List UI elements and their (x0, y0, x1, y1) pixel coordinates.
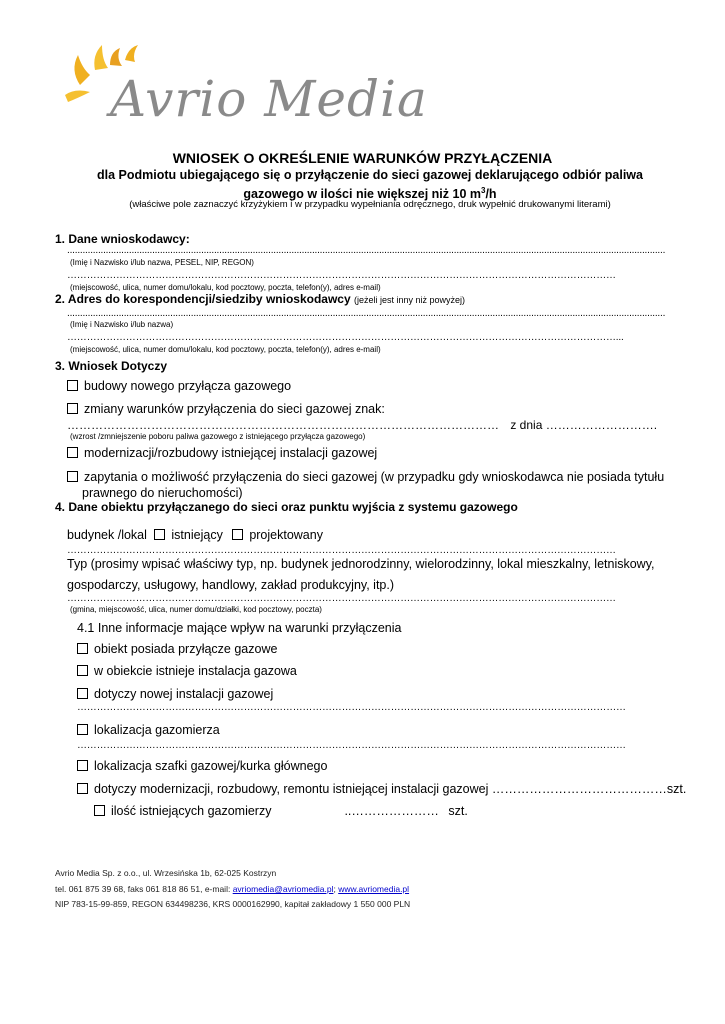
object-address-field[interactable]: …………………………………………………………………………………………………………………………………………………… (67, 593, 616, 604)
page-title: WNIOSEK O OKREŚLENIE WARUNKÓW PRZYŁĄCZENIA (172, 150, 553, 166)
checkbox[interactable] (77, 688, 88, 699)
reference-number-field[interactable]: ……………………………………………………………………………………………… (67, 418, 499, 432)
checkbox[interactable] (77, 643, 88, 654)
option-meter-location[interactable]: lokalizacja gazomierza (77, 723, 220, 737)
date-field[interactable]: ………………………. (545, 418, 658, 432)
correspondence-name-hint: (Imię i Nazwisko i/lub nazwa) (70, 320, 174, 329)
footer-contact: tel. 061 875 39 68, faks 061 818 86 51, e-mail: avriomedia@avriomedia.pl; www.avriomedia.pl (55, 884, 410, 894)
checkbox[interactable] (77, 783, 88, 794)
applicant-name-hint: (Imię i Nazwisko i/lub nazwa, PESEL, NIP, REGON) (70, 258, 254, 267)
type-hint-line1: Typ (prosimy wpisać właściwy typ, np. budynek jednorodzinny, wielorodzinny, lokal mieszkalny, letniskowy, (67, 557, 655, 571)
correspondence-address-hint: (miejscowość, ulica, numer domu/lokalu, kod pocztowy, poczta, telefon(y), adres e-mail) (70, 345, 381, 354)
footer-company: Avrio Media Sp. z o.o., ul. Wrzesińska 1b, 62-025 Kostrzyn (55, 868, 277, 878)
fill-instructions: (właściwe pole zaznaczyć krzyżykiem i w przypadku wypełniania odręcznego, druk wypełnić drukowanymi literami) (129, 199, 611, 210)
option-modernization[interactable]: modernizacji/rozbudowy istniejącej instalacji gazowej (67, 446, 377, 460)
type-hint-line2: gospodarczy, usługowy, handlowy, zakład produkcyjny, itp.) (67, 578, 395, 592)
new-installation-dotted-line[interactable]: …………………………………………………………………………………………………………………………………………………… (77, 702, 626, 713)
checkbox[interactable] (67, 471, 78, 482)
option-change-conditions[interactable]: zmiany warunków przyłączenia do sieci gazowej znak: (67, 402, 385, 416)
checkbox[interactable] (77, 760, 88, 771)
applicant-address-field[interactable]: …………………………………………………………………………………………………………………………………………………… (67, 270, 616, 281)
checkbox-existing[interactable] (154, 529, 165, 540)
option-cabinet-location[interactable]: lokalizacja szafki gazowej/kurka głównego (77, 759, 327, 773)
checkbox[interactable] (67, 447, 78, 458)
applicant-address-hint: (miejscowość, ulica, numer domu/lokalu, kod pocztowy, poczta, telefon(y), adres e-mail) (70, 283, 381, 292)
checkbox-planned[interactable] (232, 529, 243, 540)
option-new-connection[interactable]: budowy nowego przyłącza gazowego (67, 379, 291, 393)
option-new-installation[interactable]: dotyczy nowej instalacji gazowej (77, 687, 273, 701)
meter-location-dotted-line[interactable]: …………………………………………………………………………………………………………………………………………………… (77, 740, 626, 751)
meter-count-field[interactable]: ..………………… (344, 804, 439, 818)
option-modernization-count[interactable]: dotyczy modernizacji, rozbudowy, remontu istniejącej instalacji gazowej ……………………………………szt. (77, 782, 686, 796)
checkbox[interactable] (77, 724, 88, 735)
change-ref-row: ……………………………………………………………………………………………… z dnia ………………………. (67, 418, 658, 432)
section2-heading: 2. Adres do korespondencji/siedziby wnioskodawcy (jeżeli jest inny niż powyżej) (55, 292, 466, 306)
subtitle-line2: gazowego w ilości nie większej niż 10 $m^3/h$ (243, 186, 497, 202)
building-dotted-line[interactable]: …………………………………………………………………………………………………………………………………………………… (67, 545, 616, 556)
change-hint: (wzrost /zmniejszenie poboru paliwa gazowego z istniejącego przyłącza gazowego) (70, 432, 366, 441)
checkbox[interactable] (67, 380, 78, 391)
option-inquiry[interactable]: zapytania o możliwość przyłączenia do sieci gazowej (w przypadku gdy wnioskodawca nie posiada tytułu (67, 470, 664, 484)
subtitle-line1: dla Podmiotu ubiegającego się o przyłączenie do sieci gazowej deklarującego odbiór paliwa (97, 168, 643, 182)
modernization-count-field[interactable]: …………………………………… (491, 782, 667, 796)
company-logo (60, 40, 428, 135)
object-address-hint: (gmina, miejscowość, ulica, numer domu/działki, kod pocztowy, poczta) (70, 605, 322, 614)
section4-heading: 4. Dane obiektu przyłączanego do sieci oraz punktu wyjścia z systemu gazowego (55, 500, 518, 514)
footer-registration: NIP 783-15-99-859, REGON 634498236, KRS 0000162990, kapitał zakładowy 1 550 000 PLN (55, 899, 411, 909)
building-row: budynek /lokal istniejący projektowany (67, 528, 323, 542)
option-has-installation[interactable]: w obiekcie istnieje instalacja gazowa (77, 664, 297, 678)
checkbox[interactable] (94, 805, 105, 816)
website-link[interactable]: www.avriomedia.pl (338, 884, 410, 894)
logo-text: Avrio Media (110, 70, 428, 128)
email-link[interactable]: avriomedia@avriomedia.pl (232, 884, 334, 894)
checkbox[interactable] (77, 665, 88, 676)
correspondence-name-field[interactable]: ........................................................................................................................................................................................................................................ (67, 308, 666, 319)
option-inquiry-cont: prawnego do nieruchomości) (82, 486, 243, 500)
option-has-connection[interactable]: obiekt posiada przyłącze gazowe (77, 642, 277, 656)
section3-heading: 3. Wniosek Dotyczy (55, 359, 168, 373)
checkbox[interactable] (67, 403, 78, 414)
applicant-name-field[interactable]: ........................................................................................................................................................................................................................................ (67, 245, 666, 256)
correspondence-address-field[interactable]: ……………………………………………………………………………………………………………………………………………………... (67, 332, 624, 343)
option-meter-count[interactable]: ilość istniejących gazomierzy ..………………… szt. (94, 804, 468, 818)
section1-heading: 1. Dane wnioskodawcy: (55, 232, 190, 246)
subsection-4-1-heading: 4.1 Inne informacje mające wpływ na warunki przyłączenia (77, 621, 402, 635)
